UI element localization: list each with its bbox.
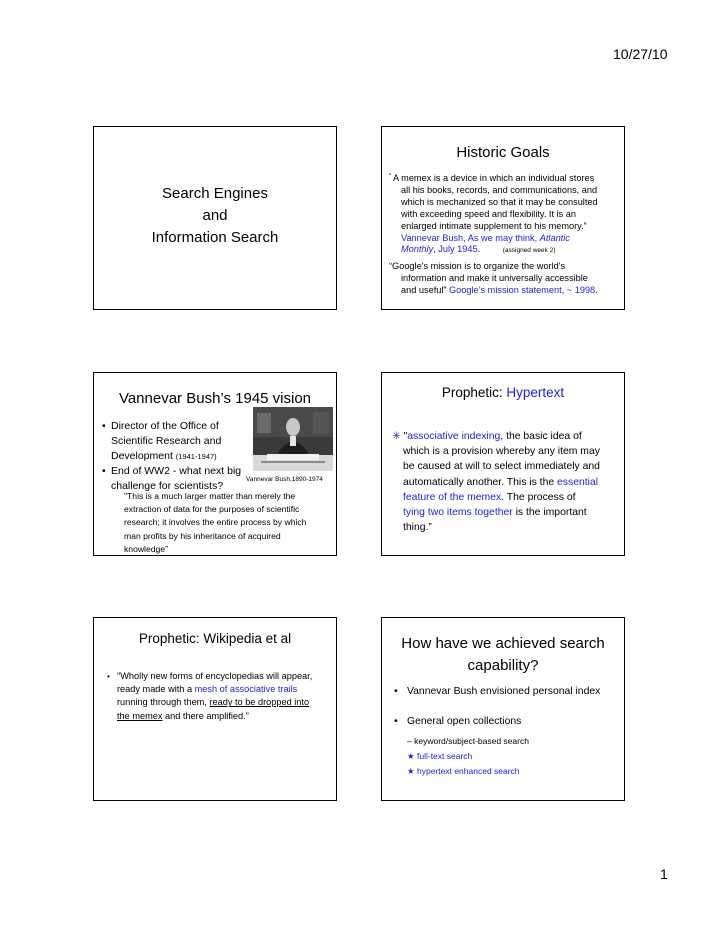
memex-quote-line-5: enlarged intimate supplement to his memory.”: [401, 220, 587, 231]
slide-4-title-prefix: Prophetic:: [441, 385, 507, 400]
wiki-line-3-start: running through them,: [117, 697, 210, 708]
bullet-glyph: •: [107, 672, 110, 681]
slide-6: [381, 617, 625, 801]
memex-quote: [389, 173, 598, 257]
slide-3: [93, 372, 337, 556]
bush-quote: [124, 490, 306, 556]
hypertext-line-2: which is a provision whereby any item may: [403, 446, 600, 458]
bush-years: (1941-1947): [175, 452, 217, 461]
mesh-of-trails: mesh of associative trails: [194, 684, 298, 695]
hypertext-line-1-end: , the basic idea of: [500, 431, 582, 442]
bush-development: Development: [111, 450, 176, 462]
bullet-open-collections: [394, 716, 521, 727]
bullet-glyph: •: [102, 420, 106, 432]
wiki-line-2: [107, 683, 312, 696]
bullet-glyph: •: [102, 465, 106, 477]
slide-1-title-line-3: Information Search: [151, 229, 279, 246]
star-icon: ★: [407, 766, 415, 776]
slide-3-title: Vannevar Bush’s 1945 vision: [118, 390, 312, 407]
bush-quote-line-2: extraction of data for the purposes of scientific: [124, 504, 300, 515]
google-quote: [389, 261, 598, 297]
slide-6-title-line-2: capability?: [467, 657, 539, 674]
bush-bullet-2-line-2: challenge for scientists?: [111, 480, 224, 492]
slide-1-title-line-1: Search Engines: [162, 185, 268, 202]
associative-indexing: associative indexing: [407, 431, 501, 442]
bush-quote-line-4: man profits by his inheritance of acquired: [124, 530, 281, 541]
bush-quote-line-5: knowledge”: [124, 543, 168, 554]
memex-quote-line-1: A memex is a device in which an individual stores: [393, 173, 595, 183]
ready-to-be-dropped: ready to be dropped into: [209, 697, 310, 708]
quote-open-mark: “: [389, 173, 392, 180]
hypertext-line-3: be caused at will to select immediately and: [403, 461, 600, 473]
the-memex: the memex: [117, 710, 163, 721]
keyword-text: keyword/subject-based search: [414, 736, 529, 746]
feature-of-memex: feature of the memex: [403, 491, 502, 503]
google-quote-end: and useful”: [401, 284, 450, 295]
google-quote-line-1: “Google's mission is to organize the world's: [389, 261, 566, 271]
hypertext-line-5-end: . The process of: [501, 491, 576, 503]
google-quote-line-3: [389, 285, 598, 297]
bullet-glyph: •: [394, 716, 398, 727]
slide-4: [381, 372, 625, 556]
hypertext-line-7: thing.”: [403, 522, 432, 534]
sub-fulltext: [407, 749, 529, 764]
wiki-line-4-end: and there amplified.”: [162, 710, 249, 721]
wiki-line-1: "Wholly new forms of encyclopedias will appear,: [117, 671, 313, 681]
slide-4-title: [382, 385, 624, 400]
memex-citation-line-1: [389, 233, 598, 245]
asterisk-bullet-icon: ✳: [392, 431, 401, 442]
header-date: 10/27/10: [613, 46, 668, 62]
hypertext-line-6-end: is the important: [512, 507, 587, 519]
bush-photo: [253, 407, 333, 471]
hypertext-quote: [392, 429, 600, 535]
dash-glyph: –: [407, 736, 412, 746]
slide-2: [381, 126, 625, 310]
citation-date: , July 1945: [433, 244, 478, 255]
wikipedia-quote: [107, 670, 312, 723]
assigned-note: (assigned week 2): [502, 247, 556, 255]
sub-keyword: [407, 734, 529, 749]
hypertext-line-5: [392, 490, 600, 505]
hypertext-line-4-start: automatically another. This is the: [403, 476, 558, 488]
photo-caption: Vannevar Bush,1890-1974: [246, 476, 323, 483]
bush-bullet-1-line-2: Scientific Research and: [111, 435, 222, 447]
wiki-line-4: [107, 710, 312, 723]
personal-index-text: Vannevar Bush envisioned personal index: [407, 686, 601, 697]
tying-two-items: tying two items together: [403, 507, 513, 519]
essential-text: essential: [557, 476, 599, 488]
memex-quote-line-3: which is mechanized so that it may be consulted: [401, 196, 598, 207]
bullet-personal-index: [394, 686, 600, 697]
memex-quote-line-4: with exceeding speed and flexibility. It is an: [401, 208, 577, 219]
citation-journal-a: Atlantic: [539, 232, 570, 243]
slide-2-title: Historic Goals: [456, 144, 550, 161]
bush-bullet-2-line-1: End of WW2 - what next big: [111, 465, 242, 477]
open-collections-text: General open collections: [407, 716, 522, 727]
bullet-glyph: •: [394, 686, 398, 697]
memex-citation-line-2: [389, 244, 598, 257]
google-citation: Google’s mission statement, ~ 1998: [449, 284, 596, 295]
citation-period: .: [477, 244, 481, 255]
bush-quote-line-3: research; it involves the entire process by which: [124, 517, 307, 528]
wiki-line-2-start: ready made with a: [117, 684, 195, 695]
page-number: 1: [660, 866, 668, 882]
hypertext-search-text: hypertext enhanced search: [417, 766, 520, 776]
google-citation-period: .: [595, 284, 598, 295]
bush-bullet-1-line-3: [102, 449, 241, 464]
bush-quote-line-1: "This is a much larger matter than merely the: [124, 491, 296, 501]
fulltext-text: full-text search: [417, 751, 473, 761]
slide-5: [93, 617, 337, 801]
hypertext-line-6: [392, 505, 600, 520]
slide-6-title: [382, 633, 624, 677]
slide-5-title: Prophetic: Wikipedia et al: [138, 631, 292, 646]
quote-open: ": [400, 431, 408, 442]
sub-hypertext: [407, 764, 529, 779]
hypertext-line-4: [392, 475, 600, 490]
google-quote-line-2: information and make it universally accessible: [401, 272, 588, 283]
slide-6-title-line-1: How have we achieved search: [401, 635, 605, 652]
citation-author-title: Vannevar Bush, As we may think,: [401, 232, 540, 243]
citation-journal-b: Monthly: [401, 244, 434, 255]
wiki-line-3: [107, 696, 312, 709]
bush-bullet-1-line-1: Director of the Office of: [111, 420, 219, 432]
slide-1: [93, 126, 337, 310]
star-icon: ★: [407, 751, 415, 761]
memex-quote-line-2: all his books, records, and communications, and: [401, 184, 598, 195]
slide-4-title-hypertext: Hypertext: [506, 385, 565, 400]
slide-1-title-line-2: and: [202, 207, 228, 224]
